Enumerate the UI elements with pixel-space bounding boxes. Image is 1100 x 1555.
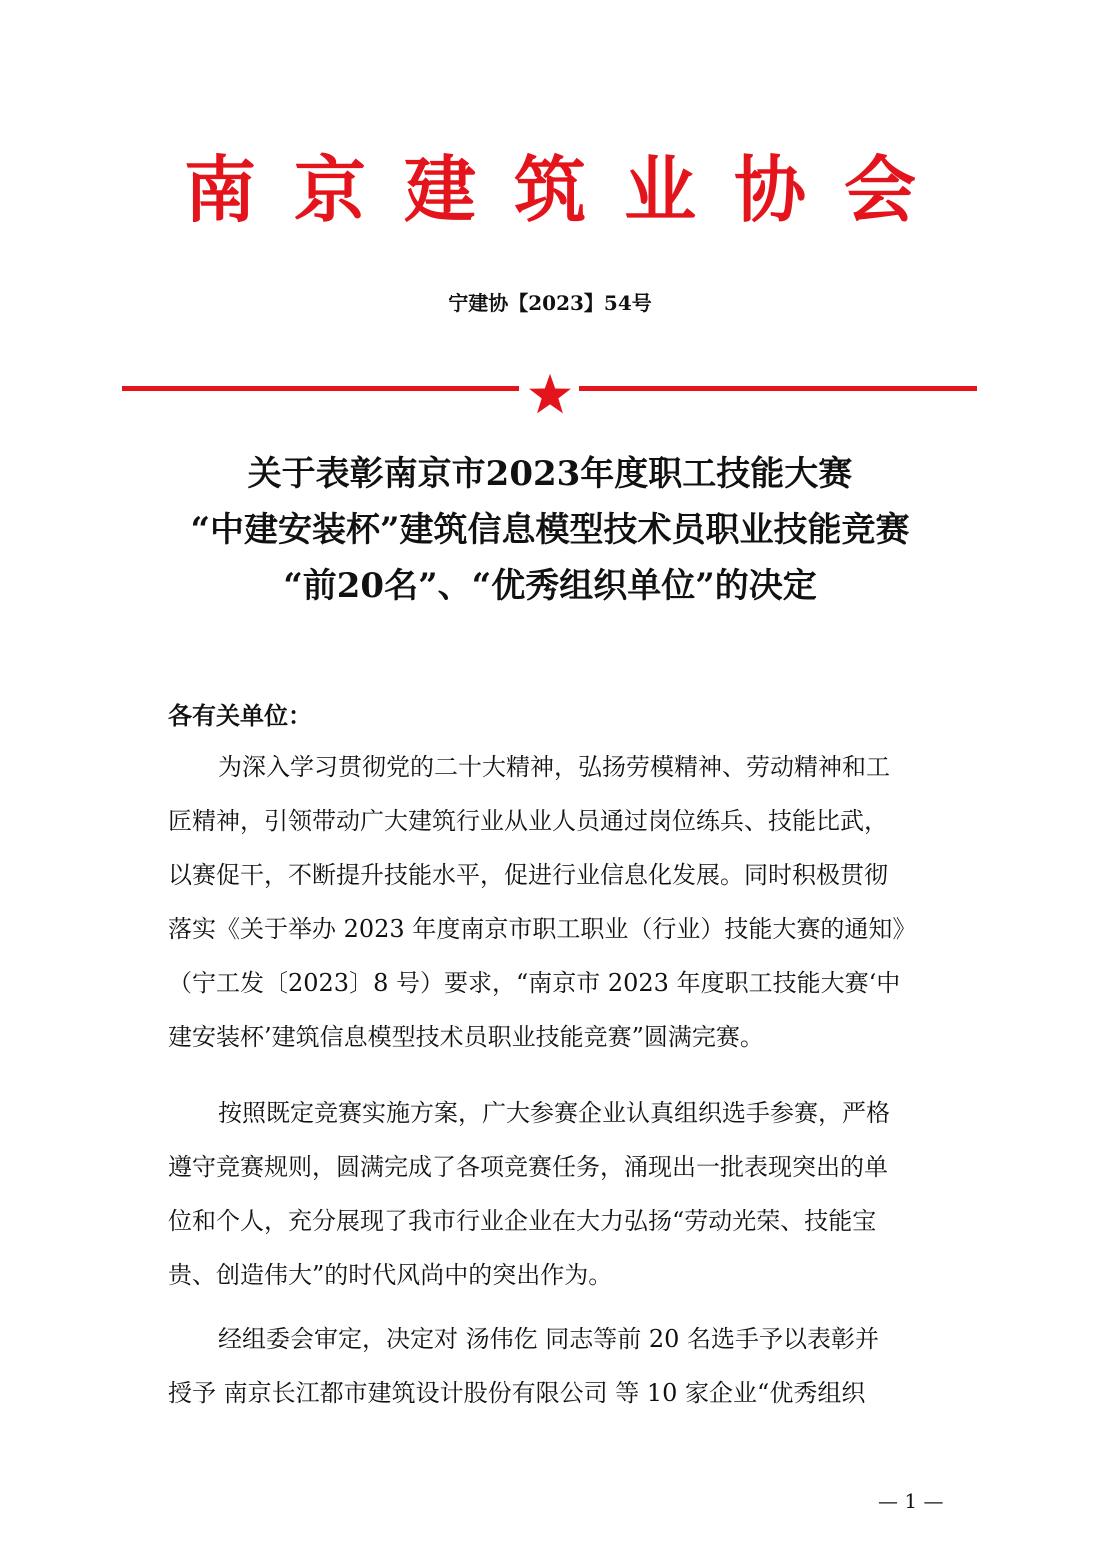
paragraph-line: 建安装杯’建筑信息模型技术员职业技能竞赛”圆满完赛。	[168, 1023, 764, 1051]
divider-left	[122, 386, 519, 391]
paragraph-line: 以赛促干，不断提升技能水平，促进行业信息化发展。同时积极贯彻	[168, 861, 888, 889]
paragraph-line: 落实《关于举办 2023 年度南京市职工职业（行业）技能大赛的通知》	[168, 915, 917, 943]
paragraph-1	[168, 740, 936, 1064]
salutation: 各有关单位：	[168, 701, 312, 730]
title-line-3: “前20名”、“优秀组织单位”的决定	[283, 566, 817, 606]
divider-right	[579, 386, 977, 391]
page-number: — 1 —	[878, 1489, 944, 1513]
paragraph-line: 贵、创造伟大”的时代风尚中的突出作为。	[168, 1261, 613, 1289]
paragraph-line: 匠精神，引领带动广大建筑行业从业人员通过岗位练兵、技能比武，	[168, 807, 888, 835]
star-icon	[528, 372, 572, 416]
paragraph-line: 经组委会审定，决定对 汤伟仡 同志等前 20 名选手予以表彰并	[218, 1325, 880, 1353]
paragraph-line: 按照既定竞赛实施方案，广大参赛企业认真组织选手参赛，严格	[218, 1099, 890, 1127]
paragraph-2	[168, 1086, 936, 1302]
document-number: 宁建协【2023】54号	[448, 291, 652, 315]
title-line-2: “中建安装杯”建筑信息模型技术员职业技能竞赛	[190, 510, 910, 550]
org-masthead: 南京建筑业协会	[183, 147, 954, 232]
paragraph-line: 遵守竞赛规则，圆满完成了各项竞赛任务，涌现出一批表现突出的单	[168, 1153, 888, 1181]
paragraph-line: （宁工发〔2023〕8 号）要求，“南京市 2023 年度职工技能大赛‘中	[168, 969, 901, 997]
paragraph-line: 授予 南京长江都市建筑设计股份有限公司 等 10 家企业“优秀组织	[168, 1379, 866, 1407]
paragraph-line: 位和个人，充分展现了我市行业企业在大力弘扬“劳动光荣、技能宝	[168, 1207, 877, 1235]
paragraph-3	[168, 1312, 936, 1420]
document-title	[0, 446, 1100, 614]
title-line-1: 关于表彰南京市2023年度职工技能大赛	[247, 454, 853, 494]
paragraph-line: 为深入学习贯彻党的二十大精神，弘扬劳模精神、劳动精神和工	[218, 753, 890, 781]
